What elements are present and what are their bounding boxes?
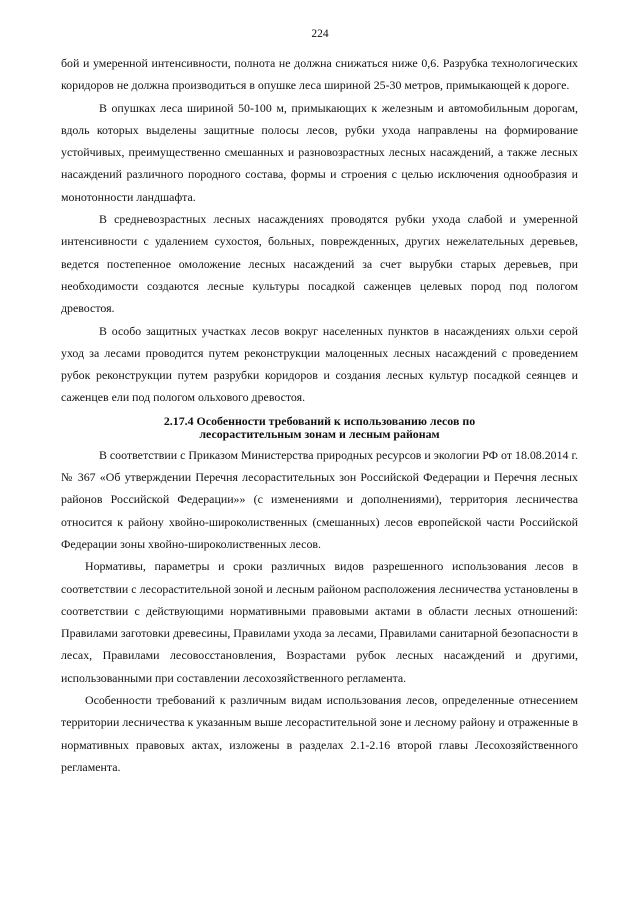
paragraph-requirements: Особенности требований к различным видам использования лесов, определенные отнесением территории лесничества к указанным выше лесорастительной зоне и лесному району и отраженные в нормативных правовых актах, изложены в разделах 2.1-2.16 второй главы Лесохозяйственного регламента. <box>61 693 578 774</box>
paragraph-protected-areas: В особо защитных участках лесов вокруг населенных пунктов в насаждениях ольхи серой уход за лесами проводится путем реконструкции малоценных лесных насаждений с проведением рубок реконструкции путем разрубки коридоров и создания лесных культур посадкой сеянцев и саженцев ели под пологом ольхового древостоя. <box>61 323 578 405</box>
section-heading <box>61 415 578 441</box>
section-heading-line-2: лесорастительным зонам и лесным районам <box>199 426 440 441</box>
page-number: 224 <box>311 28 329 40</box>
paragraph-forest-edges: В опушках леса шириной 50-100 м, примыкающих к железным и автомобильным дорогам, вдоль которых выделены защитные полосы лесов, рубки ухода направлены на формирование устойчивых, преимущественно смешанных и разновозрастных лесных насаждений, а также лесных насаждений различного породного состава, формы и строения с целью исключения однообразия и монотонности ландшафта. <box>61 100 578 204</box>
paragraph-norms: Нормативы, параметры и сроки различных видов разрешенного использования лесов в соответствии с лесорастительной зоной и лесным районом расположения лесничества установлены в соответствии с действующими нормативными правовыми актами в области лесных отношений: Правилами заготовки древесины, Правилами ухода за лесами, Правилами санитарной безопасности в лесах, Правилами лесовосстановления, Возрастами рубок лесных насаждений и другими, использованными при составлении лесохозяйственного регламента. <box>61 559 578 685</box>
paragraph-ministry-order: В соответствии с Приказом Министерства природных ресурсов и экологии РФ от 18.08.2014 г. № 367 «Об утверждении Перечня лесорастительных зон Российской Федерации и Перечня лесных районов Российской Федерации»» (с изменениями и дополнениями), территория лесничества относится к району хвойно-широколиственных (смешанных) лесов европейской части Российской Федерации зоны хвойно-широколиственных лесов. <box>61 447 578 551</box>
paragraph-middle-aged-stands: В средневозрастных лесных насаждениях проводятся рубки ухода слабой и умеренной интенсивности с удалением сухостоя, больных, поврежденных, других нежелательных деревьев, ведется постепенное омоложение лесных насаждений за счет вырубки старых деревьев, при необходимости создаются лесные культуры посадкой саженцев целевых пород под пологом древостоя. <box>61 212 578 316</box>
page-body <box>61 52 578 778</box>
paragraph-continuation: бой и умеренной интенсивности, полнота не должна снижаться ниже 0,6. Разрубка технологических коридоров не должна производиться в опушке леса шириной 25-30 метров, примыкающей к дороге. <box>61 56 578 93</box>
section-heading-line-1: 2.17.4 Особенности требований к использованию лесов по <box>163 413 476 428</box>
